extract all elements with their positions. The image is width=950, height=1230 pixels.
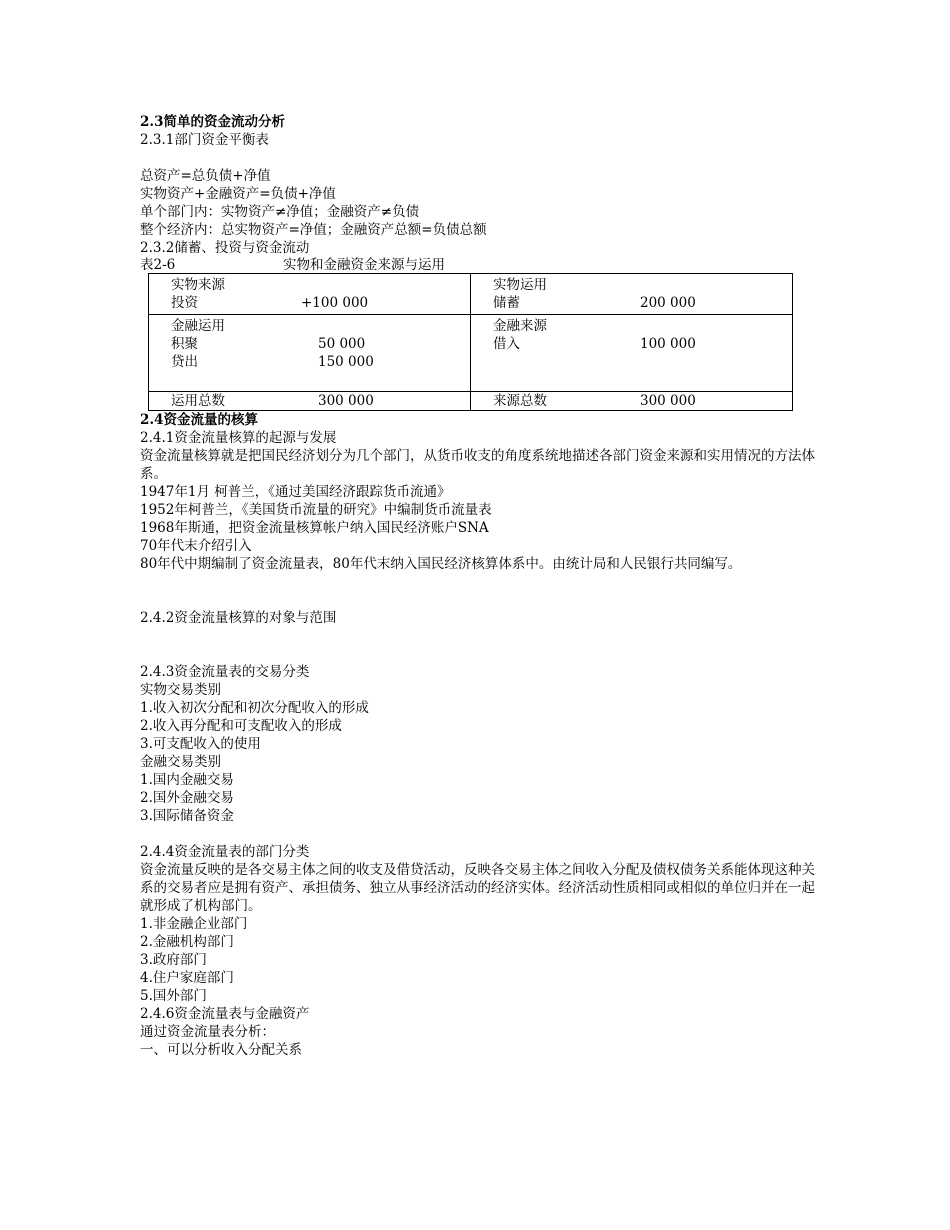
list-item: 3.政府部门 — [140, 952, 207, 968]
list-item: 2.金融机构部门 — [140, 934, 234, 950]
equation-3: 单个部门内：实物资产≠净值；金融资产≠负债 — [140, 204, 420, 220]
list-item: 1.收入初次分配和初次分配收入的形成 — [140, 700, 369, 716]
real-sources-cell — [149, 274, 471, 315]
list-item: 1.国内金融交易 — [140, 772, 234, 788]
list-item: 2.收入再分配和可支配收入的形成 — [140, 718, 342, 734]
accumulation-label: 积聚 — [171, 336, 198, 352]
investment-row — [171, 294, 470, 312]
savings-value: 200 000 — [640, 295, 696, 311]
financial-uses-cell — [149, 315, 471, 392]
subsection-title-2-3-2: 2.3.2储蓄、投资与资金流动 — [140, 240, 310, 256]
lending-label: 贷出 — [171, 354, 198, 370]
subsection-title-2-4-1: 2.4.1资金流量核算的起源与发展 — [140, 430, 337, 446]
real-uses-cell — [471, 274, 793, 315]
paragraph-sectors: 资金流量反映的是各交易主体之间的收支及借贷活动，反映各交易主体之间收入分配及债权债务关系能体现这种关系的交易者应是拥有资产、承担债务、独立从事经济活动的经济实体。经济活动性质相同或相似的单位归并在一起就形成了机构部门。 — [140, 862, 815, 914]
history-item: 1968年斯通，把资金流量核算帐户纳入国民经济账户SNA — [140, 520, 489, 536]
savings-label: 储蓄 — [493, 295, 520, 311]
financial-uses-heading: 金融运用 — [171, 318, 225, 334]
real-uses-heading: 实物运用 — [493, 277, 547, 293]
table-caption — [140, 257, 820, 273]
section-title-2-3: 2.3简单的资金流动分析 — [140, 114, 285, 130]
spacer — [140, 573, 820, 609]
real-transactions-heading: 实物交易类别 — [140, 682, 221, 698]
analysis-intro: 通过资金流量表分析： — [140, 1024, 275, 1040]
table-row — [149, 315, 793, 392]
subsection-title-2-4-3: 2.4.3资金流量表的交易分类 — [140, 664, 310, 680]
document-page — [140, 113, 820, 1059]
subsection-title-2-3-1: 2.3.1部门资金平衡表 — [140, 132, 269, 148]
total-sources-label: 来源总数 — [493, 393, 547, 409]
total-sources-cell — [471, 392, 793, 411]
subsection-title-2-4-4: 2.4.4资金流量表的部门分类 — [140, 844, 310, 860]
history-item: 70年代末介绍引入 — [140, 538, 252, 554]
spacer — [171, 371, 470, 389]
list-item: 3.国际储备资金 — [140, 808, 234, 824]
total-uses-label: 运用总数 — [171, 393, 225, 409]
equation-1: 总资产=总负债+净值 — [140, 168, 271, 184]
table-label: 表2-6 — [140, 257, 176, 273]
list-item: 5.国外部门 — [140, 988, 207, 1004]
history-item: 1952年柯普兰，《美国货币流量的研究》中编制货币流量表 — [140, 502, 492, 518]
spacer — [140, 627, 820, 663]
accumulation-row — [171, 335, 470, 353]
list-item: 3.可支配收入的使用 — [140, 736, 261, 752]
lending-row — [171, 353, 470, 371]
history-item: 80年代中期编制了资金流量表，80年代末纳入国民经济核算体系中。由统计局和人民银行共同编写。 — [140, 556, 742, 572]
total-sources-row — [493, 392, 792, 410]
table-row — [149, 274, 793, 315]
real-sources-heading: 实物来源 — [171, 277, 225, 293]
list-item: 1.非金融企业部门 — [140, 916, 248, 932]
section-title-2-4: 2.4资金流量的核算 — [140, 412, 258, 428]
total-uses-value: 300 000 — [318, 393, 374, 409]
spacer — [140, 149, 820, 167]
savings-row — [493, 294, 792, 312]
accumulation-value: 50 000 — [318, 336, 366, 352]
total-uses-row — [171, 392, 470, 410]
financial-transactions-heading: 金融交易类别 — [140, 754, 221, 770]
lending-value: 150 000 — [318, 354, 374, 370]
list-item: 2.国外金融交易 — [140, 790, 234, 806]
borrowing-value: 100 000 — [640, 336, 696, 352]
spacer — [140, 825, 820, 843]
borrowing-row — [493, 335, 792, 353]
paragraph-definition: 资金流量核算就是把国民经济划分为几个部门，从货币收支的角度系统地描述各部门资金来源和实用情况的方法体系。 — [140, 448, 815, 482]
history-item: 1947年1月 柯普兰，《通过美国经济跟踪货币流通》 — [140, 484, 451, 500]
equation-4: 整个经济内：总实物资产=净值；金融资产总额=负债总额 — [140, 222, 487, 238]
table-row — [149, 392, 793, 411]
financial-sources-cell — [471, 315, 793, 392]
total-sources-value: 300 000 — [640, 393, 696, 409]
equation-2: 实物资产+金融资产=负债+净值 — [140, 186, 336, 202]
investment-label: 投资 — [171, 295, 198, 311]
subsection-title-2-4-6: 2.4.6资金流量表与金融资产 — [140, 1006, 310, 1022]
borrowing-label: 借入 — [493, 336, 520, 352]
analysis-item: 一、可以分析收入分配关系 — [140, 1042, 302, 1058]
fund-table — [148, 273, 793, 411]
investment-value: +100 000 — [301, 295, 369, 311]
financial-sources-heading: 金融来源 — [493, 318, 547, 334]
list-item: 4.住户家庭部门 — [140, 970, 234, 986]
table-title: 实物和金融资金来源与运用 — [283, 257, 445, 273]
total-uses-cell — [149, 392, 471, 411]
subsection-title-2-4-2: 2.4.2资金流量核算的对象与范围 — [140, 610, 337, 626]
